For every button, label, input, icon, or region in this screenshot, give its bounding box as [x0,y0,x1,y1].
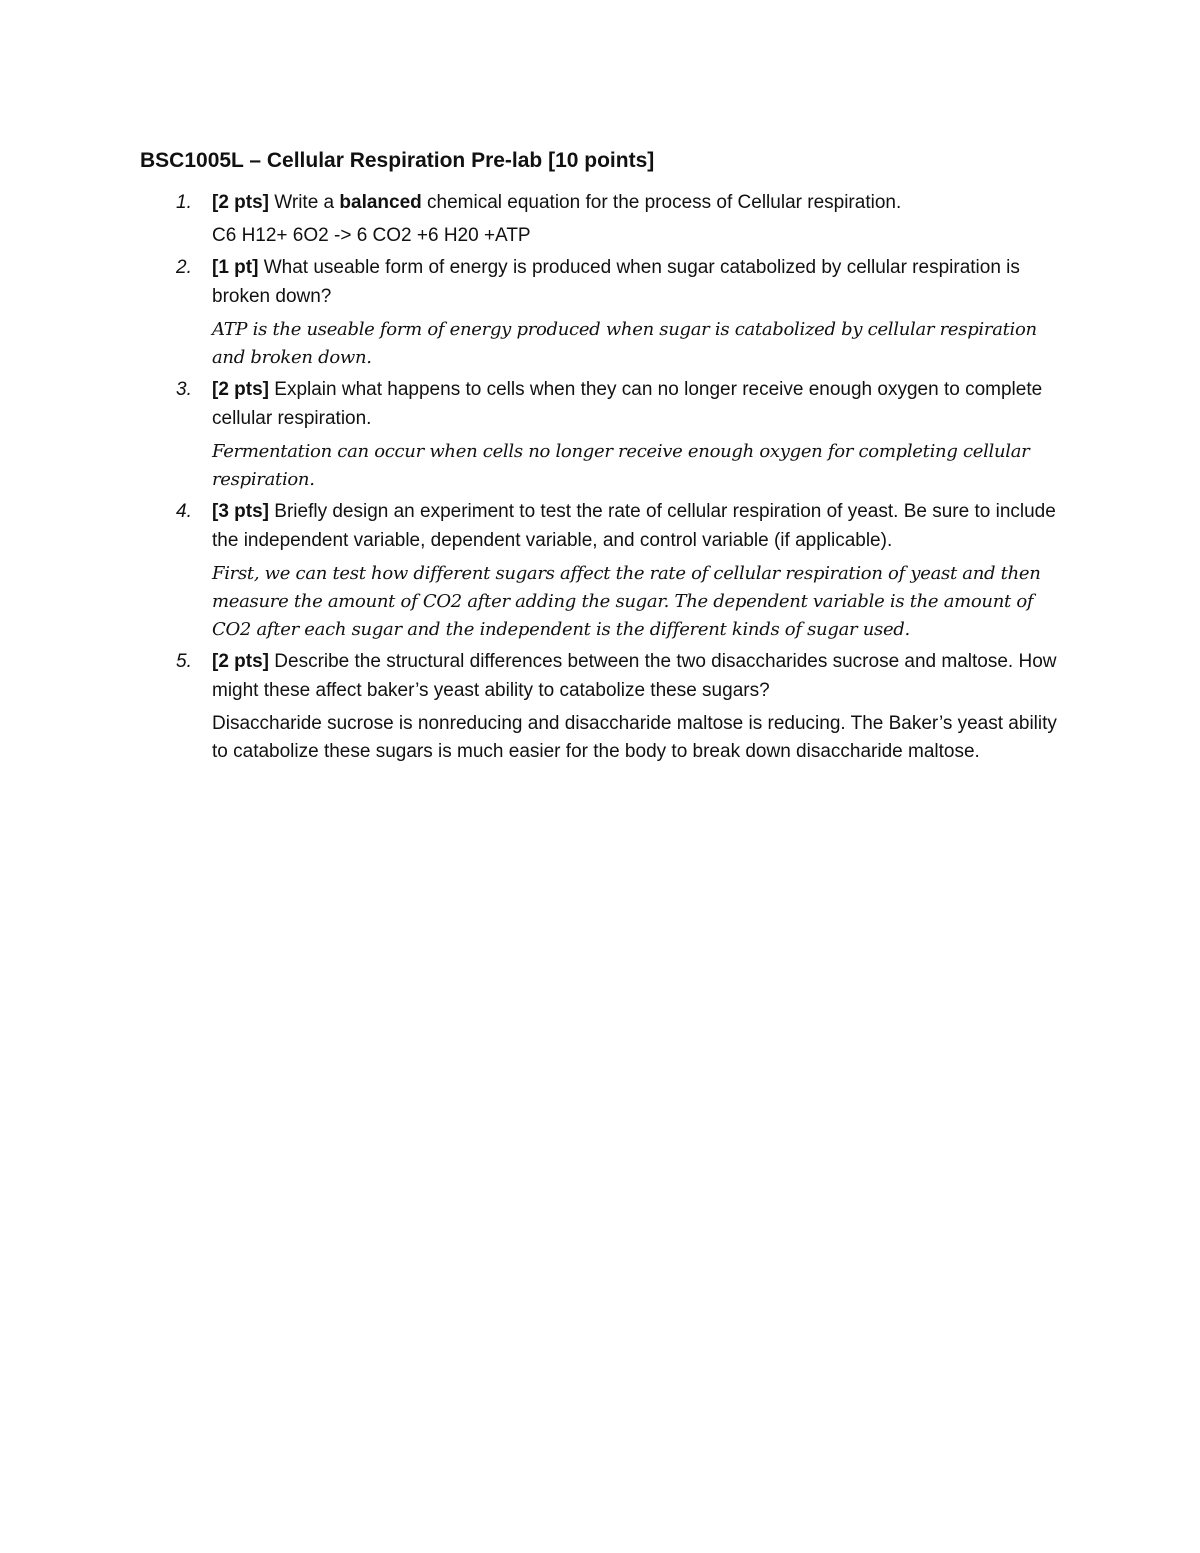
answer-text: ATP is the useable form of energy produced when sugar is catabolized by cellular respiration and broken down. [212,319,1037,368]
document-title: BSC1005L – Cellular Respiration Pre-lab [10 points] [140,149,655,172]
question-number: 5. [176,651,192,672]
question-text-part: Describe the structural differences between the two disaccharides sucrose and maltose. How might these affect baker’s yeast ability to catabolize these sugars? [212,651,1057,701]
question-number: 3. [176,379,192,400]
question-text-part: chemical equation for the process of Cellular respiration. [421,192,902,213]
question-points: [1 pt] [212,257,259,278]
question-text [212,188,1070,217]
question-text-part: Explain what happens to cells when they can no longer receive enough oxygen to complete cellular respiration. [212,379,1043,429]
question-number: 2. [176,257,192,278]
question-list [140,188,1070,766]
question-5 [140,647,1070,766]
document-content [140,146,1070,769]
question-text-part: What useable form of energy is produced when sugar catabolized by cellular respiration is broken down? [212,257,1020,307]
question-text [212,497,1070,555]
question-points: [3 pts] [212,501,269,522]
answer-text: First, we can test how different sugars affect the rate of cellular respiration of yeast and then measure the amount of CO2 after adding the sugar. The dependent variable is the amount of CO2 after each sugar and the independent is the different kinds of sugar used. [212,563,1041,640]
question-text [212,375,1070,433]
answer-text: C6 H12+ 6O2 -> 6 CO2 +6 H20 +ATP [212,225,531,246]
question-points: [2 pts] [212,651,269,672]
question-1 [140,188,1070,250]
question-4 [140,497,1070,644]
question-emphasis: balanced [339,192,422,213]
question-number: 1. [176,192,192,213]
question-3 [140,375,1070,494]
question-text-part: Briefly design an experiment to test the rate of cellular respiration of yeast. Be sure to include the independent variable, dependent variable, and control variable (if applicable). [212,501,1056,551]
question-text [212,253,1070,311]
question-number: 4. [176,501,192,522]
question-text-part: Write a [269,192,340,213]
answer-text: Disaccharide sucrose is nonreducing and disaccharide maltose is reducing. The Baker’s yeast ability to catabolize these sugars is much easier for the body to break down disaccharide maltose. [212,713,1057,762]
question-points: [2 pts] [212,379,269,400]
question-2 [140,253,1070,372]
answer-text: Fermentation can occur when cells no longer receive enough oxygen for completing cellular respiration. [212,441,1030,490]
question-points: [2 pts] [212,192,269,213]
question-text [212,647,1070,705]
